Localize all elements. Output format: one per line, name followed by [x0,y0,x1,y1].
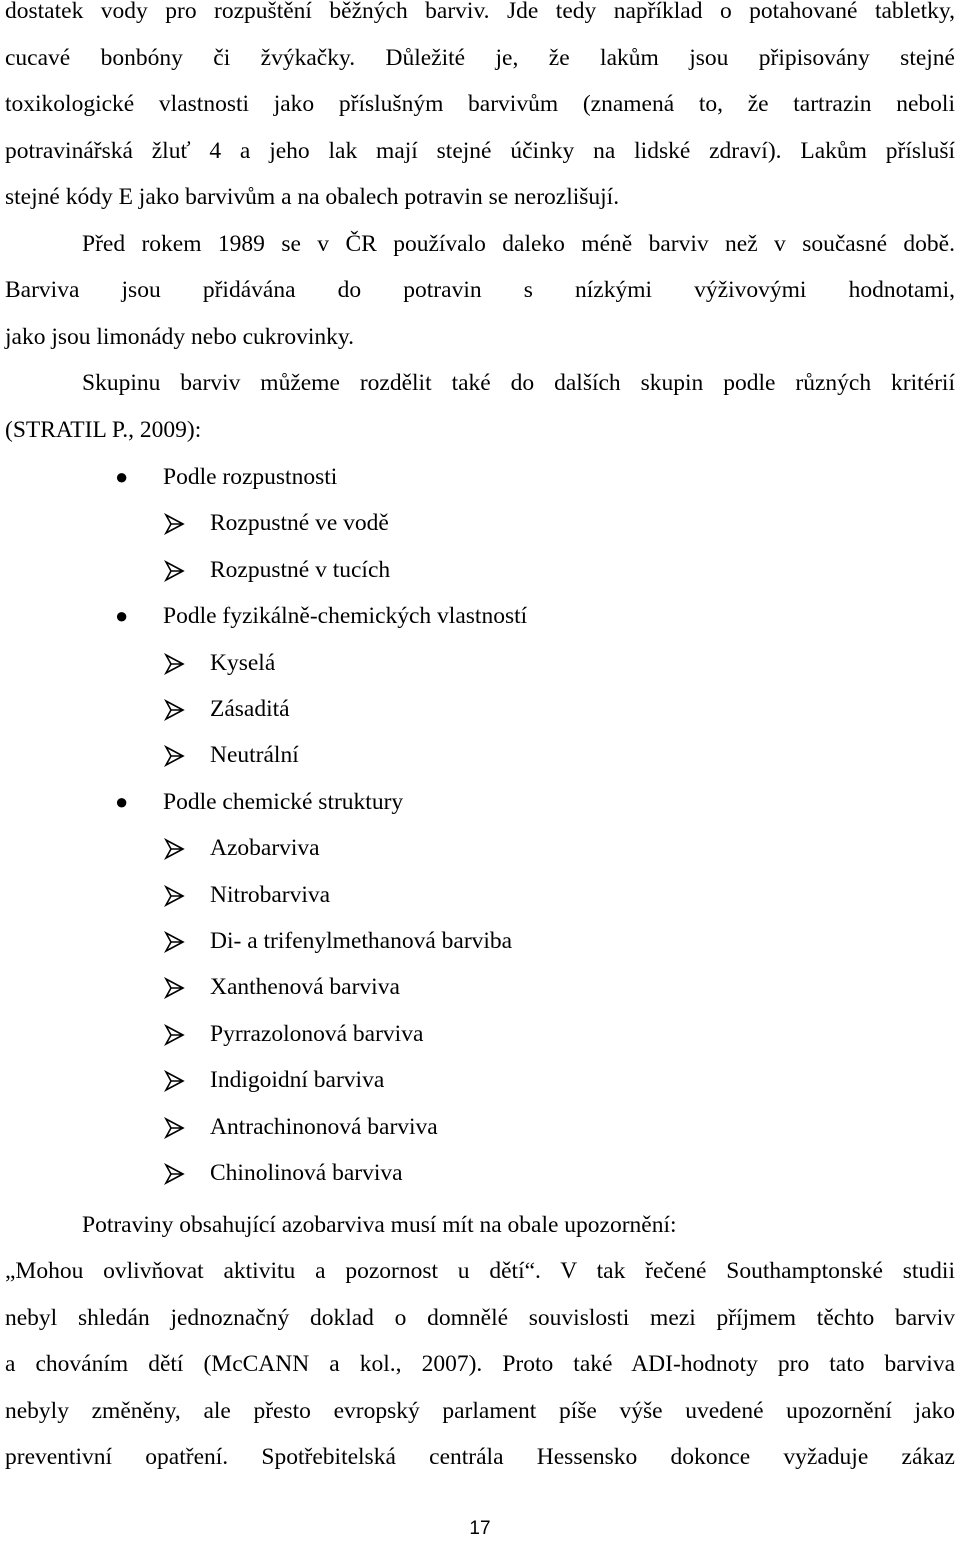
arrow-bullet-icon [164,931,186,953]
list-item: Kyselá [210,649,276,676]
bullet-icon: ● [115,464,129,489]
list-item: Pyrrazolonová barviva [210,1020,424,1047]
bullet-icon: ● [115,603,129,629]
arrow-bullet-icon [164,653,186,675]
arrow-bullet-icon [164,1117,186,1139]
bullet-icon: ● [115,788,129,814]
text-line: Skupinu barviv můžeme rozdělit také do dalších skupin podle různých kritérií [82,370,955,396]
list-category: Podle fyzikálně-chemických vlastností [163,603,528,630]
list-item: Xanthenová barviva [210,974,400,1001]
arrow-bullet-icon [164,1163,186,1185]
list-item: Antrachinonová barviva [210,1113,438,1140]
text-line: (STRATIL P., 2009): [5,417,202,443]
text-line: Před rokem 1989 se v ČR používalo daleko méně barviv než v současné době. [82,231,955,257]
arrow-bullet-icon [164,838,186,860]
list-item: Chinolinová barviva [210,1160,403,1186]
text-line: a chováním dětí (McCANN a kol., 2007). Proto také ADI-hodnoty pro tato barviva [5,1351,955,1377]
text-line: cucavé bonbóny či žvýkačky. Důležité je, že lakům jsou připisovány stejné [5,45,955,71]
arrow-bullet-icon [164,560,186,582]
list-item: Azobarviva [210,835,320,862]
text-line: toxikologické vlastnosti jako příslušným barvivům (znamená to, že tartrazin neboli [5,91,955,117]
arrow-bullet-icon [164,745,186,767]
arrow-bullet-icon [164,1024,186,1046]
text-line: nebyl shledán jednoznačný doklad o domnělé souvislosti mezi příjmem těchto barviv [5,1305,955,1331]
text-line: Barviva jsou přidávána do potravin s nízkými výživovými hodnotami, [5,277,955,303]
list-item: Nitrobarviva [210,881,331,908]
arrow-bullet-icon [164,885,186,907]
list-item: Zásaditá [210,696,290,722]
arrow-bullet-icon [164,699,186,721]
list-category: Podle chemické struktury [163,788,404,815]
text-line: potravinářská žluť 4 a jeho lak mají stejné účinky na lidské zdraví). Lakům přísluší [5,138,955,164]
page-number: 17 [469,1518,491,1539]
text-line: preventivní opatření. Spotřebitelská centrála Hessensko dokonce vyžaduje zákaz [5,1444,955,1470]
list-item: Neutrální [210,742,299,769]
text-line: dostatek vody pro rozpuštění běžných barviv. Jde tedy například o potahované tabletky, [5,0,955,24]
text-line: jako jsou limonády nebo cukrovinky. [5,324,354,350]
list-category: Podle rozpustnosti [163,464,338,490]
arrow-bullet-icon [164,1070,186,1092]
text-line: stejné kódy E jako barvivům a na obalech potravin se nerozlišují. [5,184,620,210]
arrow-bullet-icon [164,513,186,535]
text-line: Potraviny obsahující azobarviva musí mít na obale upozornění: [82,1212,677,1238]
list-item: Rozpustné ve vodě [210,510,389,537]
list-item: Di- a trifenylmethanová barviba [210,928,513,954]
arrow-bullet-icon [164,977,186,999]
text-line: nebyly změněny, ale přesto evropský parlament píše výše uvedené upozornění jako [5,1398,955,1424]
text-line: „Mohou ovlivňovat aktivitu a pozornost u dětí“. V tak řečené Southamptonské studii [5,1258,955,1284]
list-item: Indigoidní barviva [210,1067,385,1094]
list-item: Rozpustné v tucích [210,556,391,583]
